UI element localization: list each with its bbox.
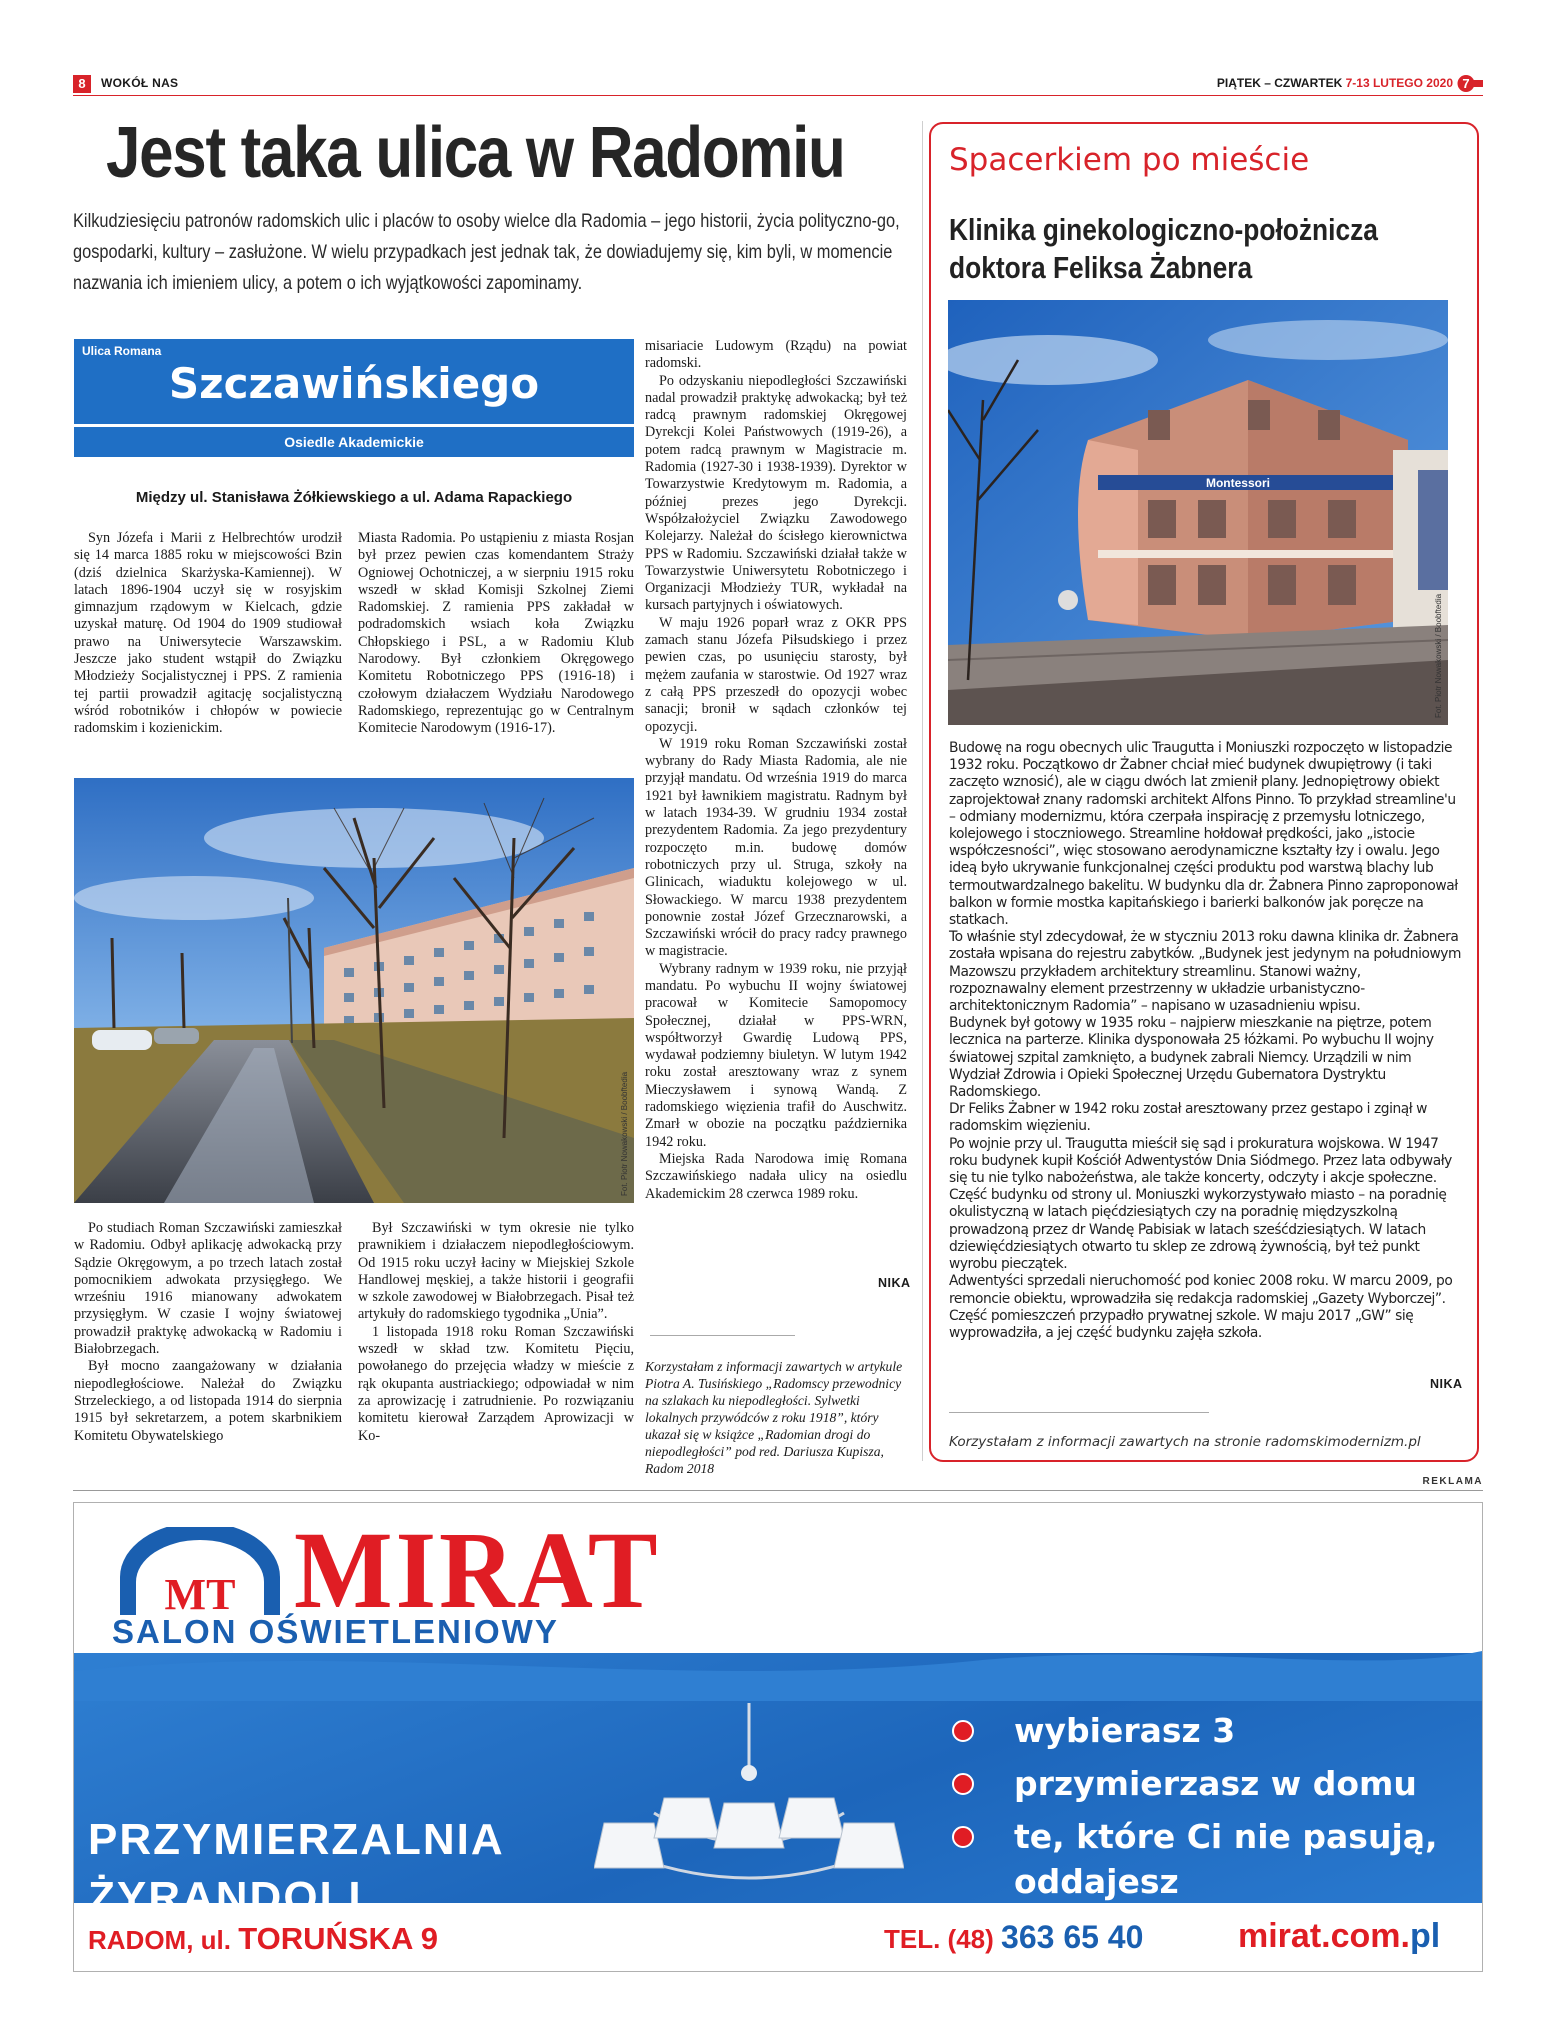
ad-headline-line: ŻYRANDOLI: [88, 1873, 363, 1922]
ad-address: RADOM, ul. TORUŃSKA 9: [88, 1921, 439, 1956]
page-header: [73, 73, 1483, 95]
street-name: Szczawińskiego: [168, 359, 540, 408]
ad-bullet: wybierasz 3: [944, 1708, 1482, 1753]
ad-headline-line: PRZYMIERZALNIA: [88, 1815, 505, 1864]
chandelier-image: [594, 1703, 904, 1903]
paragraph: Był Szczawiński w tym okresie nie tylko prawnikiem i działaczem niepodległościowym. Od 1915 roku uczył łaciny w Miejskiej Szkole Handlowej męskiej, a także historii i geografii w szkole zawodowej w Białobrzegach. Pisał też artykuły do radomskiego tygodnika „Unia”.: [358, 1220, 634, 1323]
paragraph: Adwentyści sprzedali nieruchomość pod koniec 2008 roku. W marcu 2009, po remoncie obiektu, wprowadziła się redakcja radomskiej „Gazety Wyborczej”. Część pomieszczeń przypadło prywatnej szkole. W maju 2017 „GW” się wyprowadziła, a jej część budynku zajęła szkoła.: [949, 1273, 1453, 1341]
header-rule: [73, 95, 1483, 96]
page-number: 8: [73, 75, 91, 93]
ad-rule: [73, 1490, 1483, 1491]
paragraph: misariacie Ludowym (Rządu) na powiat radomski.: [645, 338, 907, 372]
brand-name: MIRAT: [294, 1509, 661, 1631]
section-name: WOKÓŁ NAS: [101, 76, 179, 90]
clinic-building-photo: [948, 300, 1448, 725]
paragraph: W 1919 roku Roman Szczawiński został wybrany do Rady Miasta Radomia, ale nie przyjął mandatu. Od września 1919 do marca 1921 był ławnikiem magistratu. Radnym był w latach 1934-39. W grudniu 1934 został prezydentem Radomia. Za jego prezydentury rozpoczęto m.in. budowę domów robotniczych przy ul. Struga, szkoły na Glinicach, wiaduktu kolejowego w ul. Słowackiego. W marcu 1938 prezydentem ponownie został Józef Grzecznarowski, a Szczawiński wrócił do pracy radcy prawnego w magistracie.: [645, 735, 907, 960]
paragraph: Wybrany radnym w 1939 roku, nie przyjął mandatu. Po wybuchu II wojny światowej pracował w Komitecie Samopomocy Społecznej, działał w PPS-WRN, współtworzył Gwardię Ludową PPS, wydawał podziemny biuletyn. W lutym 1942 roku został aresztowany wraz z synem Mieczysławem i synową Wandą. Z radomskiego więzienia trafił do Auschwitz. Zmarł w obozie na początku października 1942 roku.: [645, 960, 907, 1150]
bullet-dot-icon: [952, 1773, 974, 1795]
mirat-logo-icon: [110, 1527, 290, 1615]
ad-phone[interactable]: TEL. (48) 363 65 40: [884, 1919, 1144, 1955]
bullet-dot-icon: [952, 1720, 974, 1742]
paragraph: Był mocno zaangażowany w działania niepodległościowe. Należał do Związku Strzeleckiego, a od listopada 1914 do sierpnia 1915 był sekretarzem, a potem skarbnikiem Komitetu Obywatelskiego: [74, 1358, 342, 1444]
paragraph: Miasta Radomia. Po ustąpieniu z miasta Rosjan był przez pewien czas komendantem Straży Ogniowej Ochotniczej, a w sierpniu 1915 roku wszedł w skład Komisji Szkolnej Ziemi Radomskiej. Z ramienia PPS zakładał w podradomskich wsiach koła Związku Chłopskiego i PSL, a w Radomiu Klub Narodowy. Był członkiem Okręgowego Komitetu Robotniczego PPS (1916-18) i czołowym działaczem Wydziału Narodowego Radomskiego, reprezentując go w Centralnym Komitecie Narodowym (1916-17).: [358, 530, 634, 737]
ad-headline: [88, 1811, 505, 1927]
article-column-3: [645, 338, 907, 1203]
brand-subtitle: SALON OŚWIETLENIOWY: [112, 1613, 559, 1650]
logo-text: MT: [164, 1570, 236, 1615]
district-name: Osiedle Akademickie: [284, 434, 424, 450]
paragraph: Po odzyskaniu niepodległości Szczawiński nadal prowadził praktykę adwokacką; był też radcą prawnym radomskiej Okręgowej Dyrekcji Kolei Państwowych (1919-26), a potem radcą prawnym w Magistracie m. Radomia (1927-30 i 1938-1939). Dyrektor w Towarzystwie Kredytowym m. Radomia, a później prezes jego Dyrekcji. Współzałożyciel Związku Zawodowego Kolejarzy. Należał do ścisłego kierownictwa PPS w Radomiu. Szczawiński działał także w Towarzystwie Uniwersytetu Robotniczego i Organizacji Młodzieży TUR, wykładał na kursach partyjnych i oświatowych.: [645, 372, 907, 614]
column-divider: [922, 121, 923, 1461]
article-column-1-lower: [74, 1220, 342, 1445]
source-note: Korzystałam z informacji zawartych w artykule Piotra A. Tusińskiego „Radomscy przewodnicy na szlakach ku niepodległości. Sylwetki lokalnych przywódców z roku 1918”, który ukazał się w książce „Radomian drogi do niepodległości” pod red. Dariusza Kupisza, Radom 2018: [645, 1359, 903, 1476]
paragraph: Dr Feliks Żabner w 1942 roku został aresztowany przez gestapo i zginął w radomskim więzieniu.: [949, 1101, 1427, 1135]
note-divider: [650, 1335, 795, 1336]
paragraph: Miejska Rada Narodowa imię Romana Szczawińskiego nadała ulicy na osiedlu Akademickim 28 czerwca 1989 roku.: [645, 1150, 907, 1202]
paragraph: Po studiach Roman Szczawiński zamieszkał w Radomiu. Odbył aplikację adwokacką przy Sądzie Okręgowym, a po trzech latach został pomocnikiem adwokata przysięgłego. We wrześniu 1916 mianowany adwokatem przysięgłym. W czasie I wojny światowej prowadził praktykę adwokacką w Radomiu i Białobrzegach.: [74, 1220, 342, 1358]
sidebar-headline: Klinika ginekologiczno-położnicza doktora Feliksa Żabnera: [949, 212, 1378, 285]
street-label: Ulica Romana: [82, 344, 162, 358]
article-column-2-lower: [358, 1220, 634, 1445]
photo-credit: Fot. Piotr Nowakowski / Boobftedia: [620, 1071, 629, 1196]
article-column-2: [358, 530, 634, 738]
paragraph: 1 listopada 1918 roku Roman Szczawiński wszedł w skład tzw. Komitetu Pięciu, powołanego do przejęcia władzy w mieście z rąk okupanta austriackiego; odpowiadał w nim za aprowizację i zatrudnienie. Po rozwiązaniu komitetu kierował Zarządem Aprowizacji w Ko-: [358, 1323, 634, 1444]
paragraph: W maju 1926 poparł wraz z OKR PPS zamach stanu Józefa Piłsudskiego i przez pewien czas, po usunięciu starosty, był mężem zaufania w starostwie. Od 1927 wraz z całą PPS przeszedł do opozycji wobec sanacji; bronił w sądach członków tej opozycji.: [645, 614, 907, 735]
building-sign: Montessori: [1205, 476, 1271, 490]
street-sign-divider: [74, 424, 634, 427]
article-title: Jest taka ulica w Radomiu: [106, 113, 845, 193]
paragraph: Syn Józefa i Marii z Helbrechtów urodził się 14 marca 1885 roku w miejscowości Bzin (dziś dzielnica Skarżyska-Kamiennej). W latach 1896-1904 uczył się w rosyjskim gimnazjum rządowym w Kielcach, gdzie uzyskał maturę. Od 1904 do 1909 studiował prawo na Uniwersytecie Warszawskim. Jeszcze jako student wstąpił do Związku Młodzieży Socjalistycznej i PPS. Z ramienia tej partii prowadził agitację socjalistyczną wśród robotników i chłopów w powiecie radomskim i kozienickim.: [74, 530, 342, 737]
street-location: Między ul. Stanisława Żółkiewskiego a ul. Adama Rapackiego: [135, 489, 573, 506]
sidebar-signature: NIKA: [1430, 1377, 1463, 1391]
street-photo: [74, 778, 634, 1203]
mirat-advertisement[interactable]: [73, 1502, 1483, 1972]
ad-bullet: te, które Ci nie pasują, oddajesz: [944, 1814, 1482, 1904]
issue-date: PIĄTEK – CZWARTEK 7-13 LUTEGO 2020: [1216, 76, 1453, 90]
article-column-1: [74, 530, 342, 738]
photo-credit: Fot. Piotr Nowakowski / Boobftedia: [1434, 593, 1443, 718]
ad-bullet-list: [944, 1708, 1482, 1912]
sidebar-source-note: Korzystałam z informacji zawartych na stronie radomskimodernizm.pl: [949, 1434, 1421, 1450]
sidebar-body: [949, 740, 1461, 1342]
ad-bullet: przymierzasz w domu: [944, 1761, 1482, 1806]
paragraph: Budynek był gotowy w 1935 roku – najpierw mieszkanie na piętrze, potem lecznica na parterze. Klinika dysponowała 25 łóżkami. Po wybuchu II wojny światowej szpital zamknięto, a budynek zabrali Niemcy. Urządzili w nim Wydział Zdrowia i Opieki Społecznej Urzędu Gubernatora Dystryktu Radomskiego.: [949, 1015, 1434, 1101]
sidebar-note-divider: [949, 1412, 1209, 1413]
article-signature: NIKA: [878, 1276, 911, 1290]
ad-website-link[interactable]: mirat.com.pl: [1238, 1917, 1441, 1955]
paragraph: Po wojnie przy ul. Traugutta mieścił się sąd i prokuratura wojskowa. W 1947 roku budynek kupił Kościół Adwentystów Dnia Siódmego. Przez lata odbywały się tu nie tylko nabożeństwa, ale także koncerty, odczyty i akcje społeczne. Część budynku od strony ul. Moniuszki wykorzystywało miasto – na poradnię okulistyczną w latach pięćdziesiątych czy na poradnię międzyszkolną prowadzoną przez dr Wandę Pabisiak w latach sześćdziesiątych. W latach dziewięćdziesiątych otwarto tu sklep ze zdrową żywnością, był też punkt wyrobu pieczątek.: [949, 1135, 1452, 1273]
bullet-dot-icon: [952, 1826, 974, 1848]
paragraph: Budowę na rogu obecnych ulic Traugutta i Moniuszki rozpoczęto w listopadzie 1932 roku. Początkowo dr Żabner chciał mieć budynek dwupiętrowy (i taki zaczęto wznosić), ale w ciągu dwóch lat zmienił plany. Jednopiętrowy obiekt zaprojektował znany radomski architekt Alfons Pinno. To przykład streamline'u – odmiany modernizmu, która czerpała inspirację z przemysłu lotniczego, kolejowego i stoczniowego. Streamline hołdował prędkości, jako „istocie współczesności”, więc stosowano aerodynamiczne kształty łzy i owalu. Jego ideą było ukrywanie funkcjonalnej części produktu pod warstwą blachy lub termoutwardzalnego bakelitu. W budynku dla dr. Żabnera Pinno zaproponował balkon w formie mostka kapitańskiego i barierki balkonów jak poręcze na statkach.: [949, 740, 1458, 929]
svg-text:7: 7: [1462, 76, 1470, 91]
ad-label: REKLAMA: [1422, 1476, 1483, 1487]
newspaper-logo-icon: [1457, 74, 1483, 93]
paragraph: To właśnie styl zdecydował, że w styczniu 2013 roku dawna klinika dr. Żabnera została wpisana do rejestru zabytków. „Budynek jest jedynym na południowym Mazowszu przykładem architektury streamlinu. Stanowi ważny, rozpoznawalny element przestrzenny w układzie urbanistyczno-architektonicznym Radomia” – napisano w uzasadnieniu wpisu.: [949, 929, 1462, 1015]
sidebar-section-title: Spacerkiem po mieście: [949, 142, 1310, 178]
street-sign-box: [74, 339, 634, 457]
article-lead: Kilkudziesięciu patronów radomskich ulic i placów to osoby wielce dla Radomia – jego historii, życia polityczno-go, gospodarki, kultury – zasłużone. W wielu przypadkach jest jednak tak, że dowiadujemy się, kim byli, w momencie nazwania ich imieniem ulicy, a potem o ich wyjątkowości zapominamy.: [73, 210, 900, 294]
